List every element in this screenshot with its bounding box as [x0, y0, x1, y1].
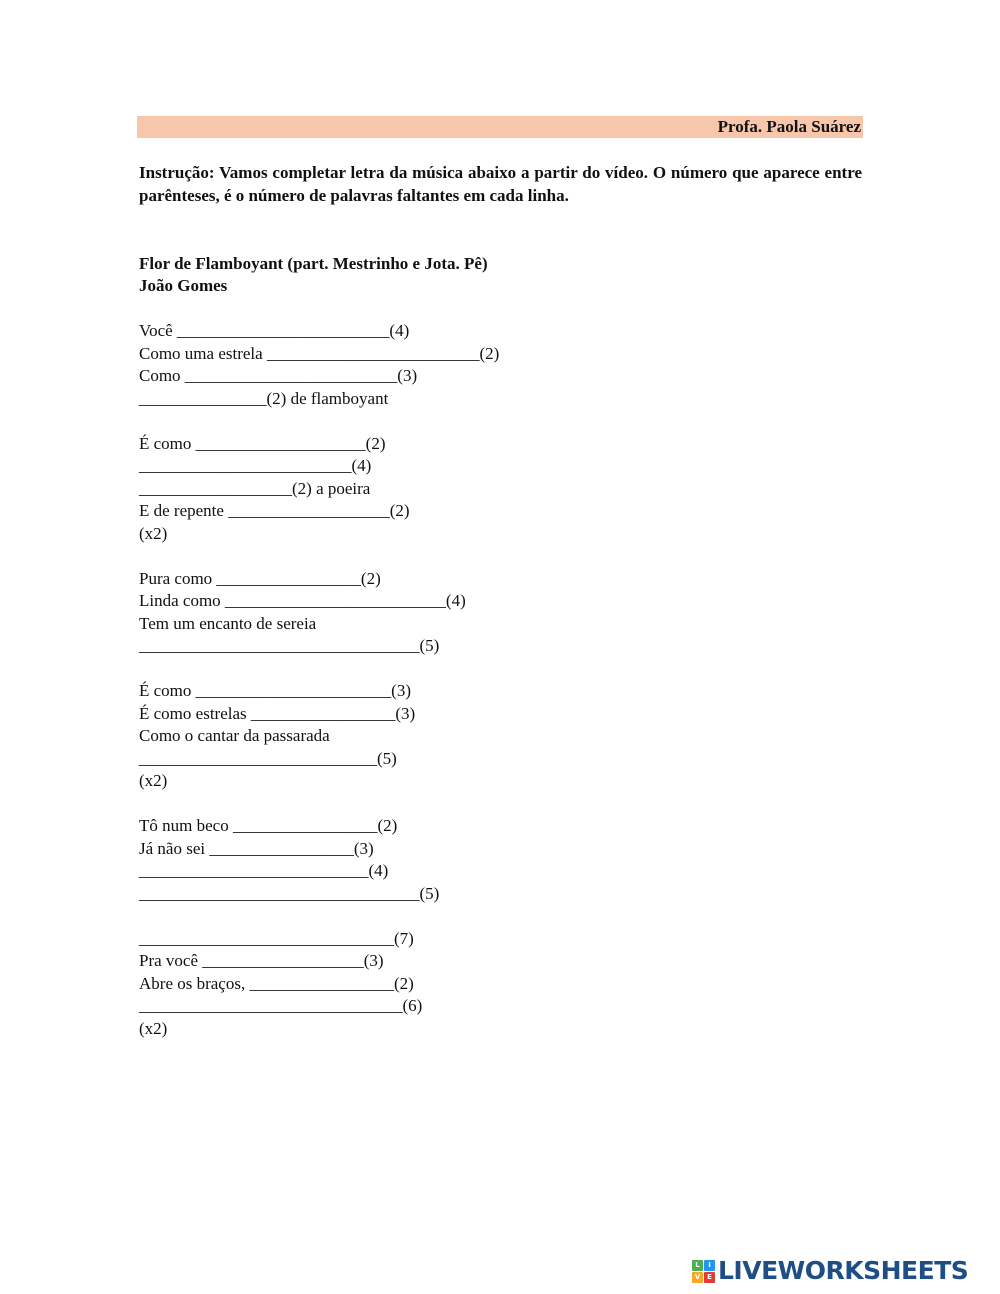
teacher-name: Profa. Paola Suárez [717, 117, 861, 136]
lyric-line: ___________________________(4) [139, 861, 389, 880]
lyric-line: E de repente ___________________(2) [139, 501, 410, 520]
stanza-4 [139, 680, 839, 793]
lyric-line: É como estrelas _________________(3) [139, 703, 416, 723]
lyric-line: É como ____________________(2) [139, 433, 386, 453]
stanza-2 [139, 433, 839, 546]
lyric-line: Abre os braços, _________________(2) [139, 973, 414, 993]
lyric-line: _______________________________(6) [139, 996, 423, 1015]
lyric-line: É como _______________________(3) [139, 681, 411, 700]
liveworksheets-logo [692, 1254, 968, 1288]
song-title: Flor de Flamboyant (part. Mestrinho e Jota. Pê) [139, 254, 488, 273]
lyric-line: Como uma estrela _________________________(2) [139, 343, 500, 363]
lyric-line: __________________(2) a poeira [139, 478, 371, 498]
lyric-line: _______________(2) de flamboyant [139, 388, 389, 408]
logo-badge-icon [692, 1260, 715, 1283]
instruction-text: Instrução: Vamos completar letra da música abaixo a partir do vídeo. O número que aparece entre parênteses, é o número de palavras faltantes em cada linha. [139, 163, 862, 205]
lyric-line: Você _________________________(4) [139, 321, 410, 340]
lyric-line: _________________________________(5) [139, 636, 440, 655]
lyric-line: Pra você ___________________(3) [139, 951, 384, 970]
logo-text: LIVEWORKSHEETS [718, 1256, 969, 1285]
lyric-line: ____________________________(5) [139, 748, 397, 768]
lyric-line: Tem um encanto de sereia [139, 613, 317, 633]
lyric-line: ______________________________(7) [139, 928, 414, 948]
lyric-line: Tô num beco _________________(2) [139, 816, 398, 835]
lyric-line: (x2) [139, 1018, 168, 1038]
teacher-header-bar [137, 116, 863, 138]
lyric-line: (x2) [139, 771, 168, 790]
lyric-line: _________________________________(5) [139, 883, 440, 903]
lyrics-worksheet [139, 320, 839, 1063]
lyric-line: Linda como __________________________(4) [139, 591, 466, 610]
stanza-3 [139, 568, 839, 658]
stanza-6 [139, 928, 839, 1041]
lyric-line: (x2) [139, 523, 168, 543]
lyric-line: Como _________________________(3) [139, 366, 418, 385]
lyric-line: Como o cantar da passarada [139, 726, 330, 745]
logo-badge-letter: E [704, 1272, 715, 1283]
stanza-1 [139, 320, 839, 410]
song-artist: João Gomes [139, 276, 228, 295]
stanza-5 [139, 815, 839, 905]
logo-badge-letter: I [704, 1260, 715, 1271]
logo-badge-letter: V [692, 1272, 703, 1283]
lyric-line: Já não sei _________________(3) [139, 838, 374, 858]
lyric-line: _________________________(4) [139, 456, 372, 475]
logo-badge-letter: L [692, 1260, 703, 1271]
lyric-line: Pura como _________________(2) [139, 568, 381, 588]
